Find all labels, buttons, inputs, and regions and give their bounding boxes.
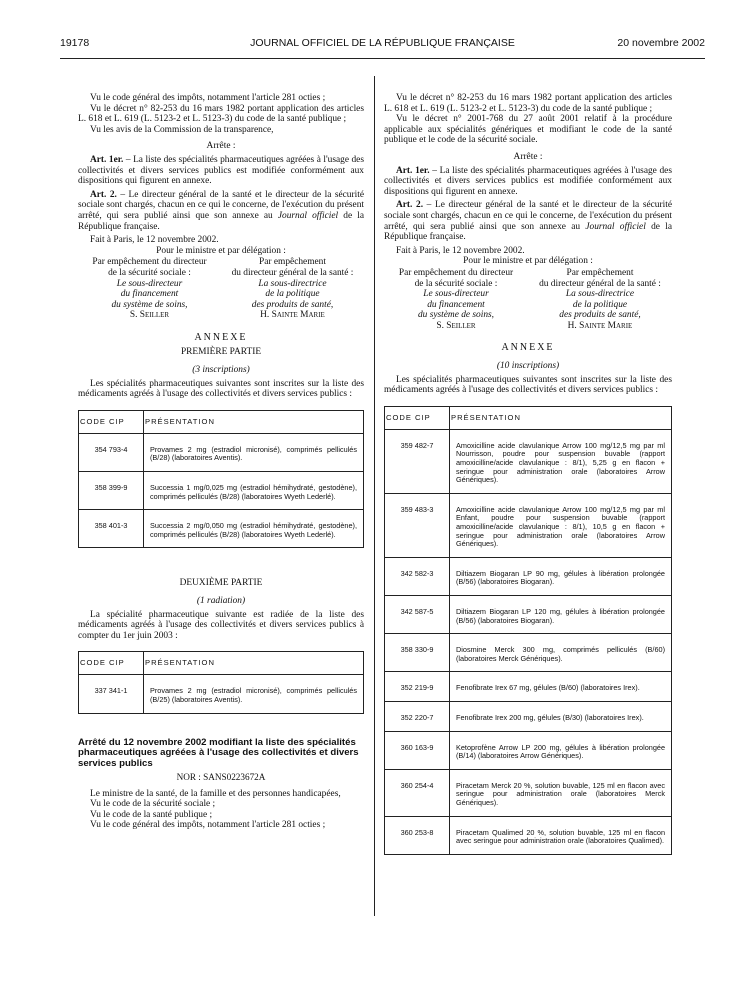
arrete-label: Arrête :	[513, 151, 543, 162]
closing-paragraph: Le ministre de la santé, de la famille et des personnes handicapées,	[90, 788, 341, 799]
signature-left	[384, 268, 528, 332]
journal-title: JOURNAL OFFICIEL DE LA RÉPUBLIQUE FRANÇAISE	[250, 37, 515, 49]
presentation: Piracetam Merck 20 %, solution buvable, 125 ml en flacon avec seringue pour administration orale (laboratoires Merck Génériques).	[450, 769, 672, 816]
presentation: Piracetam Qualimed 20 %, solution buvable, 125 ml en flacon avec seringue pour administration orale (laboratoires Qualimed).	[450, 816, 672, 854]
arrete-label: Arrête :	[206, 141, 236, 152]
presentation: Diltiazem Biogaran LP 120 mg, gélules à libération prolongée (B/56) (laboratoires Biogaran).	[450, 595, 672, 633]
part-1-title: PREMIÈRE PARTIE	[180, 347, 262, 358]
table-row	[385, 634, 672, 672]
signature-right	[528, 268, 672, 332]
nor-reference: NOR : SANS0223672A	[176, 771, 266, 782]
signature-line: Par empêchement du directeur	[398, 267, 514, 278]
article-1	[384, 166, 672, 198]
vu-paragraph: Vu le décret n° 82-253 du 16 mars 1982 portant application des articles L. 618 et L. 619 (L. 5123-2 et L. 5123-3) du code de la santé publique ;	[384, 93, 672, 114]
cip-code: 359 482-7	[385, 429, 450, 493]
signature-line: du directeur général de la santé :	[231, 267, 354, 278]
issue-date: 20 novembre 2002	[617, 37, 705, 49]
signatory-name: S. Seiller	[129, 310, 170, 321]
signature-line: de la sécurité sociale :	[108, 267, 191, 278]
article-1-label: Art. 1er.	[90, 154, 124, 165]
cip-code: 360 254-4	[385, 769, 450, 816]
part-2-intro: La spécialité pharmaceutique suivante est radiée de la liste des médicaments agréés à l'usage des collectivités et divers services publics à compter du 1er juin 2003 :	[78, 609, 364, 641]
article-2-label: Art. 2.	[396, 200, 424, 211]
part-2-count: (1 radiation)	[196, 596, 246, 606]
article-2-end: de la République française.	[384, 221, 672, 243]
vu-paragraph: Vu les avis de la Commission de la transparence,	[90, 124, 274, 135]
col-presentation: PRÉSENTATION	[144, 410, 364, 433]
table-header	[385, 406, 672, 429]
signatory-name: H. Sainte Marie	[567, 320, 633, 331]
cip-code: 360 253-8	[385, 816, 450, 854]
table-row	[385, 595, 672, 633]
signature-line: du système de soins,	[111, 299, 188, 310]
page-number: 19178	[60, 37, 90, 49]
cip-code: 360 163-9	[385, 731, 450, 769]
table-row	[385, 701, 672, 731]
presentation: Ketoprofène Arrow LP 200 mg, gélules à libération prolongée (B/14) (laboratoires Arrow Génériques).	[450, 731, 672, 769]
signature-line: Le sous-directeur	[423, 289, 489, 300]
signatory-name: H. Sainte Marie	[260, 310, 325, 321]
part-1-intro: Les spécialités pharmaceutiques suivantes sont inscrites sur la liste des médicaments agréés à l'usage des collectivités et divers services publics :	[78, 378, 364, 400]
table-row	[385, 816, 672, 854]
signature-line: des produits de santé,	[559, 310, 641, 321]
closing-paragraph: Vu le code de la santé publique ;	[90, 809, 213, 820]
presentation: Amoxicilline acide clavulanique Arrow 100 mg/12,5 mg par ml Nourrisson, poudre pour suspension buvable (rapport amoxicilline/acide clavulanique : 8/1), 5,25 g en flacon + seringue pour administration orale (laboratoires Arrow Génériques).	[450, 429, 672, 493]
vu-paragraph: Vu le décret n° 2001-768 du 27 août 2001 relatif à la procédure applicable aux spécialités génériques et modifiant le code de la santé publique et le code de la sécurité sociale.	[384, 114, 672, 146]
signature-line: Par empêchement du directeur	[92, 257, 207, 268]
table-row	[79, 510, 364, 548]
table-row	[385, 493, 672, 557]
article-2	[384, 200, 672, 242]
presentation: Diltiazem Biogaran LP 90 mg, gélules à libération prolongée (B/56) (laboratoires Biogaran).	[450, 557, 672, 595]
article-2-end: de la République française.	[78, 210, 364, 232]
article-1-label: Art. 1er.	[396, 165, 430, 176]
presentation: Fenofibrate Irex 200 mg, gélules (B/30) (laboratoires Irex).	[450, 701, 672, 731]
cip-code: 352 219-9	[385, 672, 450, 702]
cip-table-1	[78, 410, 364, 549]
journal-officiel-ref: Journal officiel	[585, 221, 646, 232]
cip-code: 358 399-9	[79, 472, 144, 510]
presentation: Successia 2 mg/0,050 mg (estradiol hémihydraté, gestodène), comprimés pelliculés (B/28) (laboratoires Wyeth Lederlé).	[144, 510, 364, 548]
col-code-cip: CODE CIP	[79, 410, 144, 433]
cip-table-3	[384, 406, 672, 855]
table-row	[385, 557, 672, 595]
closing-paragraph: Vu le code de la sécurité sociale ;	[90, 799, 216, 810]
signature-line: du système de soins,	[417, 310, 495, 321]
part-2-title: DEUXIÈME PARTIE	[179, 578, 263, 589]
signature-line: Par empêchement	[566, 267, 634, 278]
article-1-text: – La liste des spécialités pharmaceutiques agréées à l'usage des collectivités et divers services publics est modifiée conformément aux dispositions qui figurent en annexe.	[78, 154, 364, 187]
signatory-name: S. Seiller	[436, 320, 476, 331]
article-2-text: – Le directeur général de la santé et le directeur de la sécurité sociale sont chargés, chacun en ce qui le concerne, de l'exécution du présent arrêté, qui sera publié ainsi que son annexe au	[384, 200, 672, 232]
fait-a-paris: Fait à Paris, le 12 novembre 2002.	[90, 235, 219, 246]
part-1-count: (3 inscriptions)	[192, 365, 250, 376]
table-row	[385, 672, 672, 702]
signature-line: La sous-directrice	[258, 278, 327, 289]
table-row	[385, 769, 672, 816]
article-1	[78, 155, 364, 187]
signatures	[78, 257, 364, 321]
presentation: Provames 2 mg (estradiol micronisé), comprimés pelliculés (B/28) (laboratoires Aventis).	[144, 433, 364, 471]
cip-code: 342 582-3	[385, 557, 450, 595]
presentation: Amoxicilline acide clavulanique Arrow 100 mg/12,5 mg par ml Enfant, poudre pour suspension buvable (rapport amoxicilline/acide clavulanique : 8/1), 10,5 g en flacon + seringue pour administration orale (laboratoires Arrow Génériques).	[450, 493, 672, 557]
article-1-text: – La liste des spécialités pharmaceutiques agréées à l'usage des collectivités et divers services publics est modifiée conformément aux dispositions qui figurent en annexe.	[384, 165, 672, 197]
right-column	[384, 93, 672, 855]
page-header	[60, 37, 705, 51]
header-rule	[60, 58, 705, 59]
signature-line: des produits de santé,	[251, 299, 334, 310]
cip-table-2	[78, 651, 364, 713]
annexe-heading: ANNEXE	[501, 342, 555, 354]
signature-line: du financement	[427, 299, 485, 310]
signature-left	[78, 257, 221, 321]
inscriptions-count: (10 inscriptions)	[496, 361, 560, 372]
table-header	[79, 410, 364, 433]
column-divider	[374, 76, 375, 916]
presentation: Provames 2 mg (estradiol micronisé), comprimés pelliculés (B/25) (laboratoires Aventis).	[144, 675, 364, 713]
article-2-text: – Le directeur général de la santé et le directeur de la sécurité sociale sont chargés, chacun en ce qui le concerne, de l'exécution du présent arrêté, qui sera publié ainsi que son annexe au	[78, 189, 364, 221]
vu-paragraph: Vu le code général des impôts, notamment l'article 281 octies ;	[90, 93, 326, 103]
cip-code: 337 341-1	[79, 675, 144, 713]
article-2-label: Art. 2.	[90, 189, 117, 200]
signature-line: de la politique	[572, 299, 628, 310]
vu-paragraph: Vu le décret n° 82-253 du 16 mars 1982 portant application des articles L. 618 et L. 619 (L. 5123-2 et L. 5123-3) du code de la santé publique ;	[78, 103, 364, 125]
presentation: Successia 1 mg/0,025 mg (estradiol hémihydraté, gestodène), comprimés pelliculés (B/28) (laboratoires Wyeth Lederlé).	[144, 472, 364, 510]
table-row	[79, 472, 364, 510]
signature-line: de la sécurité sociale :	[414, 278, 498, 289]
arrete-title: Arrêté du 12 novembre 2002 modifiant la liste des spécialités pharmaceutiques agréées à l'usage des collectivités et divers services publics	[78, 736, 359, 770]
table-row	[79, 675, 364, 713]
cip-code: 354 793-4	[79, 433, 144, 471]
cip-code: 352 220-7	[385, 701, 450, 731]
fait-a-paris: Fait à Paris, le 12 novembre 2002.	[396, 245, 525, 256]
signature-right	[221, 257, 364, 321]
col-presentation: PRÉSENTATION	[450, 406, 672, 429]
presentation: Fenofibrate Irex 67 mg, gélules (B/60) (laboratoires Irex).	[450, 672, 672, 702]
col-presentation: PRÉSENTATION	[144, 652, 364, 675]
cip-code: 359 483-3	[385, 493, 450, 557]
article-2	[78, 190, 364, 232]
table-row	[385, 731, 672, 769]
journal-officiel-ref: Journal officiel	[277, 210, 339, 221]
signature-line: du financement	[120, 289, 179, 300]
signature-line: Par empêchement	[259, 257, 326, 268]
table-row	[79, 433, 364, 471]
table-header	[79, 652, 364, 675]
cip-code: 342 587-5	[385, 595, 450, 633]
cip-code: 358 330-9	[385, 634, 450, 672]
left-column	[78, 93, 364, 831]
signatures	[384, 268, 672, 332]
signature-line: de la politique	[265, 289, 320, 300]
col-code-cip: CODE CIP	[79, 652, 144, 675]
signature-line: La sous-directrice	[565, 289, 635, 300]
signature-line: Le sous-directeur	[116, 278, 183, 289]
table-row	[385, 429, 672, 493]
table-intro: Les spécialités pharmaceutiques suivantes sont inscrites sur la liste des médicaments agréés à l'usage des collectivités et divers services publics :	[384, 374, 672, 396]
presentation: Diosmine Merck 300 mg, comprimés pelliculés (B/60) (laboratoires Merck Génériques).	[450, 634, 672, 672]
signature-line: du directeur général de la santé :	[539, 278, 661, 289]
delegation-line: Pour le ministre et par délégation :	[463, 256, 593, 267]
col-code-cip: CODE CIP	[385, 406, 450, 429]
cip-code: 358 401-3	[79, 510, 144, 548]
annexe-heading: ANNEXE	[194, 331, 248, 343]
delegation-line: Pour le ministre et par délégation :	[156, 245, 286, 256]
closing-paragraph: Vu le code général des impôts, notamment l'article 281 octies ;	[90, 820, 326, 831]
